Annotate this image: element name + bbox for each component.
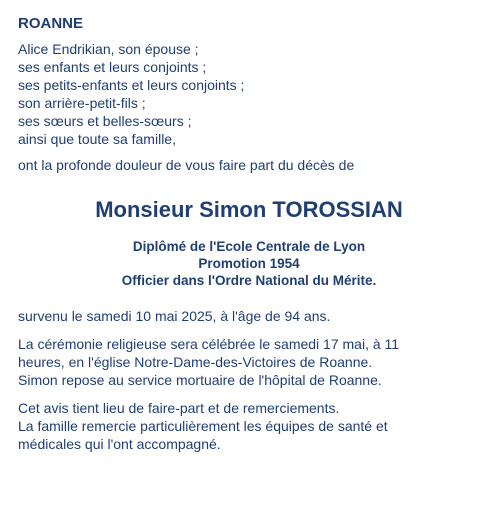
family-list <box>18 40 480 148</box>
family-line: ses sœurs et belles-sœurs ; <box>18 113 192 129</box>
obituary-notice <box>18 14 480 453</box>
title-line: Officier dans l'Ordre National du Mérite. <box>121 273 377 288</box>
family-line: ses petits-enfants et leurs conjoints ; <box>18 77 245 93</box>
ceremony-paragraph <box>18 335 480 389</box>
family-line: son arrière-petit-fils ; <box>18 95 146 111</box>
city-heading: ROANNE <box>18 15 84 32</box>
ceremony-line: Simon repose au service mortuaire de l'hôpital de Roanne. <box>18 372 382 388</box>
family-line: ainsi que toute sa famille, <box>18 131 176 147</box>
ceremony-line: La cérémonie religieuse sera célébrée le samedi 17 mai, à 11 <box>18 336 400 352</box>
title-line: Promotion 1954 <box>198 256 300 271</box>
announcement-text: ont la profonde douleur de vous faire part du décès de <box>18 157 355 173</box>
closing-line: Cet avis tient lieu de faire-part et de remerciements. <box>18 400 340 416</box>
deceased-name: Monsieur Simon TOROSSIAN <box>95 197 403 222</box>
closing-paragraph <box>18 399 480 453</box>
death-date-text: survenu le samedi 10 mai 2025, à l'âge de 94 ans. <box>18 308 331 324</box>
closing-line: La famille remercie particulièrement les équipes de santé et <box>18 418 388 434</box>
closing-line: médicales qui l'ont accompagné. <box>18 436 221 452</box>
title-line: Diplômé de l'Ecole Centrale de Lyon <box>132 239 366 254</box>
family-line: Alice Endrikian, son épouse ; <box>18 41 199 57</box>
ceremony-line: heures, en l'église Notre-Dame-des-Victoires de Roanne. <box>18 354 373 370</box>
deceased-titles <box>18 238 480 289</box>
family-line: ses enfants et leurs conjoints ; <box>18 59 207 75</box>
